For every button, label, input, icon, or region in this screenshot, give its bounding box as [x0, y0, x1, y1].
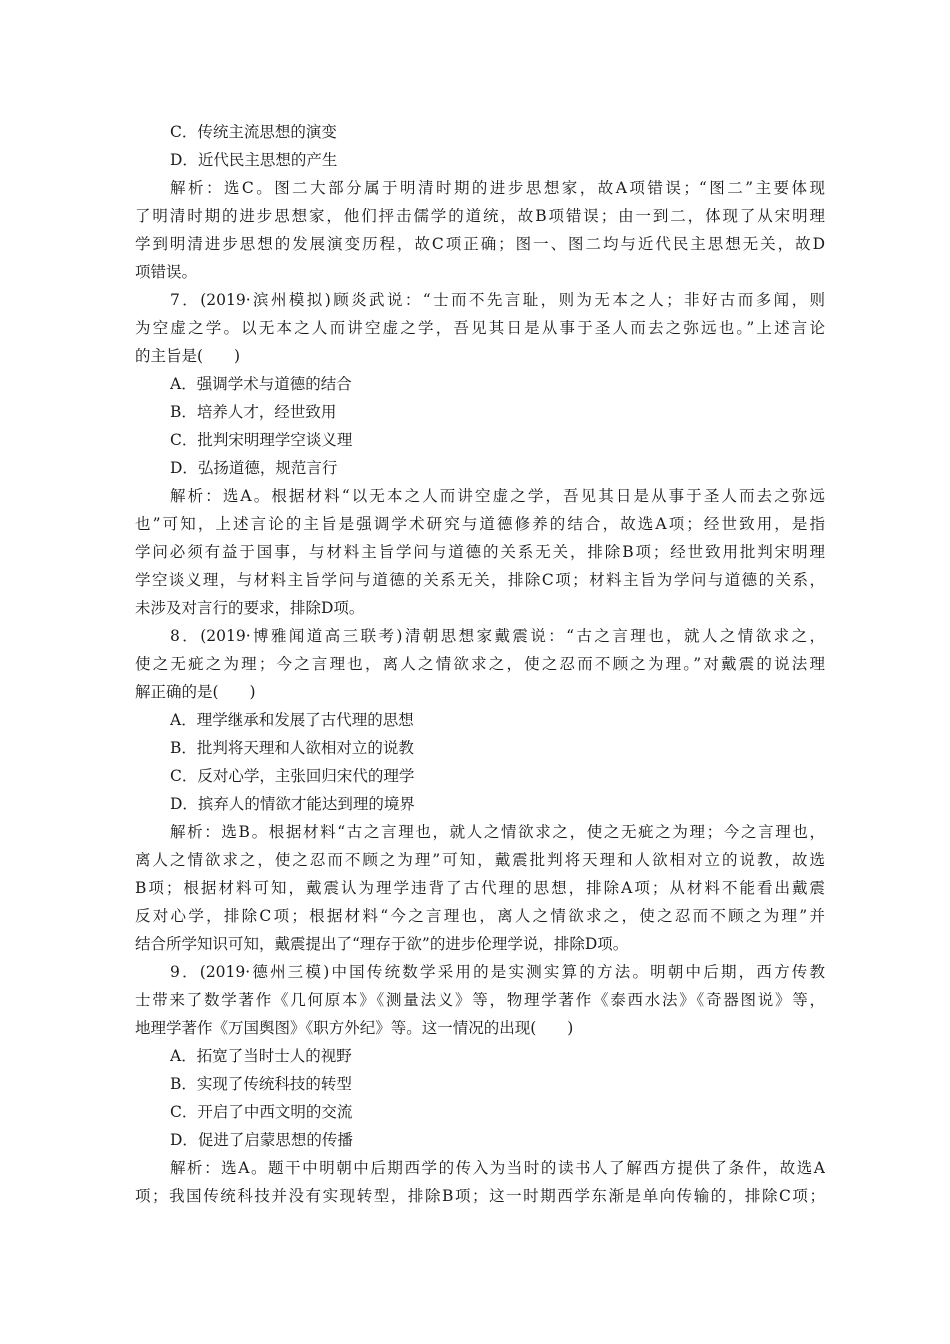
option-d: D．近代民主思想的产生	[170, 151, 338, 169]
analysis-text: 项；我国传统科技并没有实现转型，排除B项；这一时期西学东渐是单向传输的，排除C项；	[135, 1187, 825, 1205]
question-stem: 为空虚之学。以无本之人而讲空虚之学，吾见其日是从事于圣人而去之弥远也。”上述言论	[135, 319, 825, 337]
analysis-text: 学空谈义理，与材料主旨学问与道德的关系无关，排除C项；材料主旨为学问与道德的关系，	[135, 571, 825, 589]
option-a: A．拓宽了当时士人的视野	[170, 1047, 352, 1065]
option-c: C．开启了中西文明的交流	[170, 1103, 353, 1121]
option-c: C．传统主流思想的演变	[170, 123, 337, 141]
analysis-text: 离人之情欲求之，使之忍而不顾之为理”可知，戴震批判将天理和人欲相对立的说教，故选	[135, 851, 825, 869]
question-stem: 8．(2019·博雅闻道高三联考)清朝思想家戴震说：“古之言理也，就人之情欲求之，	[170, 627, 825, 645]
question-stem: 解正确的是( )	[135, 683, 256, 701]
option-b: B．批判将天理和人欲相对立的说教	[170, 739, 414, 757]
option-b: B．实现了传统科技的转型	[170, 1075, 352, 1093]
option-d: D．促进了启蒙思想的传播	[170, 1131, 353, 1149]
analysis-text: 也”可知，上述言论的主旨是强调学术研究与道德修养的结合，故选A项；经世致用，是指	[135, 515, 825, 533]
analysis-text: 结合所学知识可知，戴震提出了“理存于欲”的进步伦理学说，排除D项。	[135, 935, 629, 953]
question-stem: 使之无疵之为理；今之言理也，离人之情欲求之，使之忍而不顾之为理。”对戴震的说法理	[135, 655, 825, 673]
analysis-text: 学问必须有益于国事，与材料主旨学问与道德的关系无关，排除B项；经世致用批判宋明理	[135, 543, 825, 561]
analysis-text: 反对心学，排除C项；根据材料“今之言理也，离人之情欲求之，使之忍而不顾之为理”并	[135, 907, 825, 925]
analysis-text: 解析：选B。根据材料“古之言理也，就人之情欲求之，使之无疵之为理；今之言理也，	[170, 823, 825, 841]
option-c: C．批判宋明理学空谈义理	[170, 431, 353, 449]
option-b: B．培养人才，经世致用	[170, 403, 337, 421]
analysis-text: B项；根据材料可知，戴震认为理学违背了古代理的思想，排除A项；从材料不能看出戴震	[135, 879, 825, 897]
option-a: A．理学继承和发展了古代理的思想	[170, 711, 414, 729]
analysis-text: 解析：选A。根据材料“以无本之人而讲空虚之学，吾见其日是从事于圣人而去之弥远	[170, 487, 825, 505]
question-stem: 地理学著作《万国舆图》《职方外纪》等。这一情况的出现( )	[135, 1019, 574, 1037]
analysis-text: 了明清时期的进步思想家，他们抨击儒学的道统，故B项错误；由一到二，体现了从宋明理	[135, 207, 825, 225]
analysis-text: 未涉及对言行的要求，排除D项。	[135, 599, 365, 617]
option-d: D．摈弃人的情欲才能达到理的境界	[170, 795, 415, 813]
option-c: C．反对心学，主张回归宋代的理学	[170, 767, 415, 785]
analysis-text: 解析：选A。题干中明朝中后期西学的传入为当时的读书人了解西方提供了条件，故选A	[170, 1159, 825, 1177]
question-stem: 9．(2019·德州三模)中国传统数学采用的是实测实算的方法。明朝中后期，西方传教	[170, 963, 825, 981]
analysis-text: 解析：选C。图二大部分属于明清时期的进步思想家，故A项错误；“图二”主要体现	[170, 179, 825, 197]
question-stem: 士带来了数学著作《几何原本》《测量法义》等，物理学著作《泰西水法》《奇器图说》等，	[135, 991, 825, 1009]
question-stem: 7．(2019·滨州模拟)顾炎武说：“士而不先言耻，则为无本之人；非好古而多闻，则	[170, 291, 825, 309]
option-a: A．强调学术与道德的结合	[170, 375, 352, 393]
analysis-text: 学到明清进步思想的发展演变历程，故C项正确；图一、图二均与近代民主思想无关，故D	[135, 235, 825, 253]
option-d: D．弘扬道德，规范言行	[170, 459, 338, 477]
question-stem: 的主旨是( )	[135, 347, 241, 365]
analysis-text: 项错误。	[135, 263, 198, 281]
